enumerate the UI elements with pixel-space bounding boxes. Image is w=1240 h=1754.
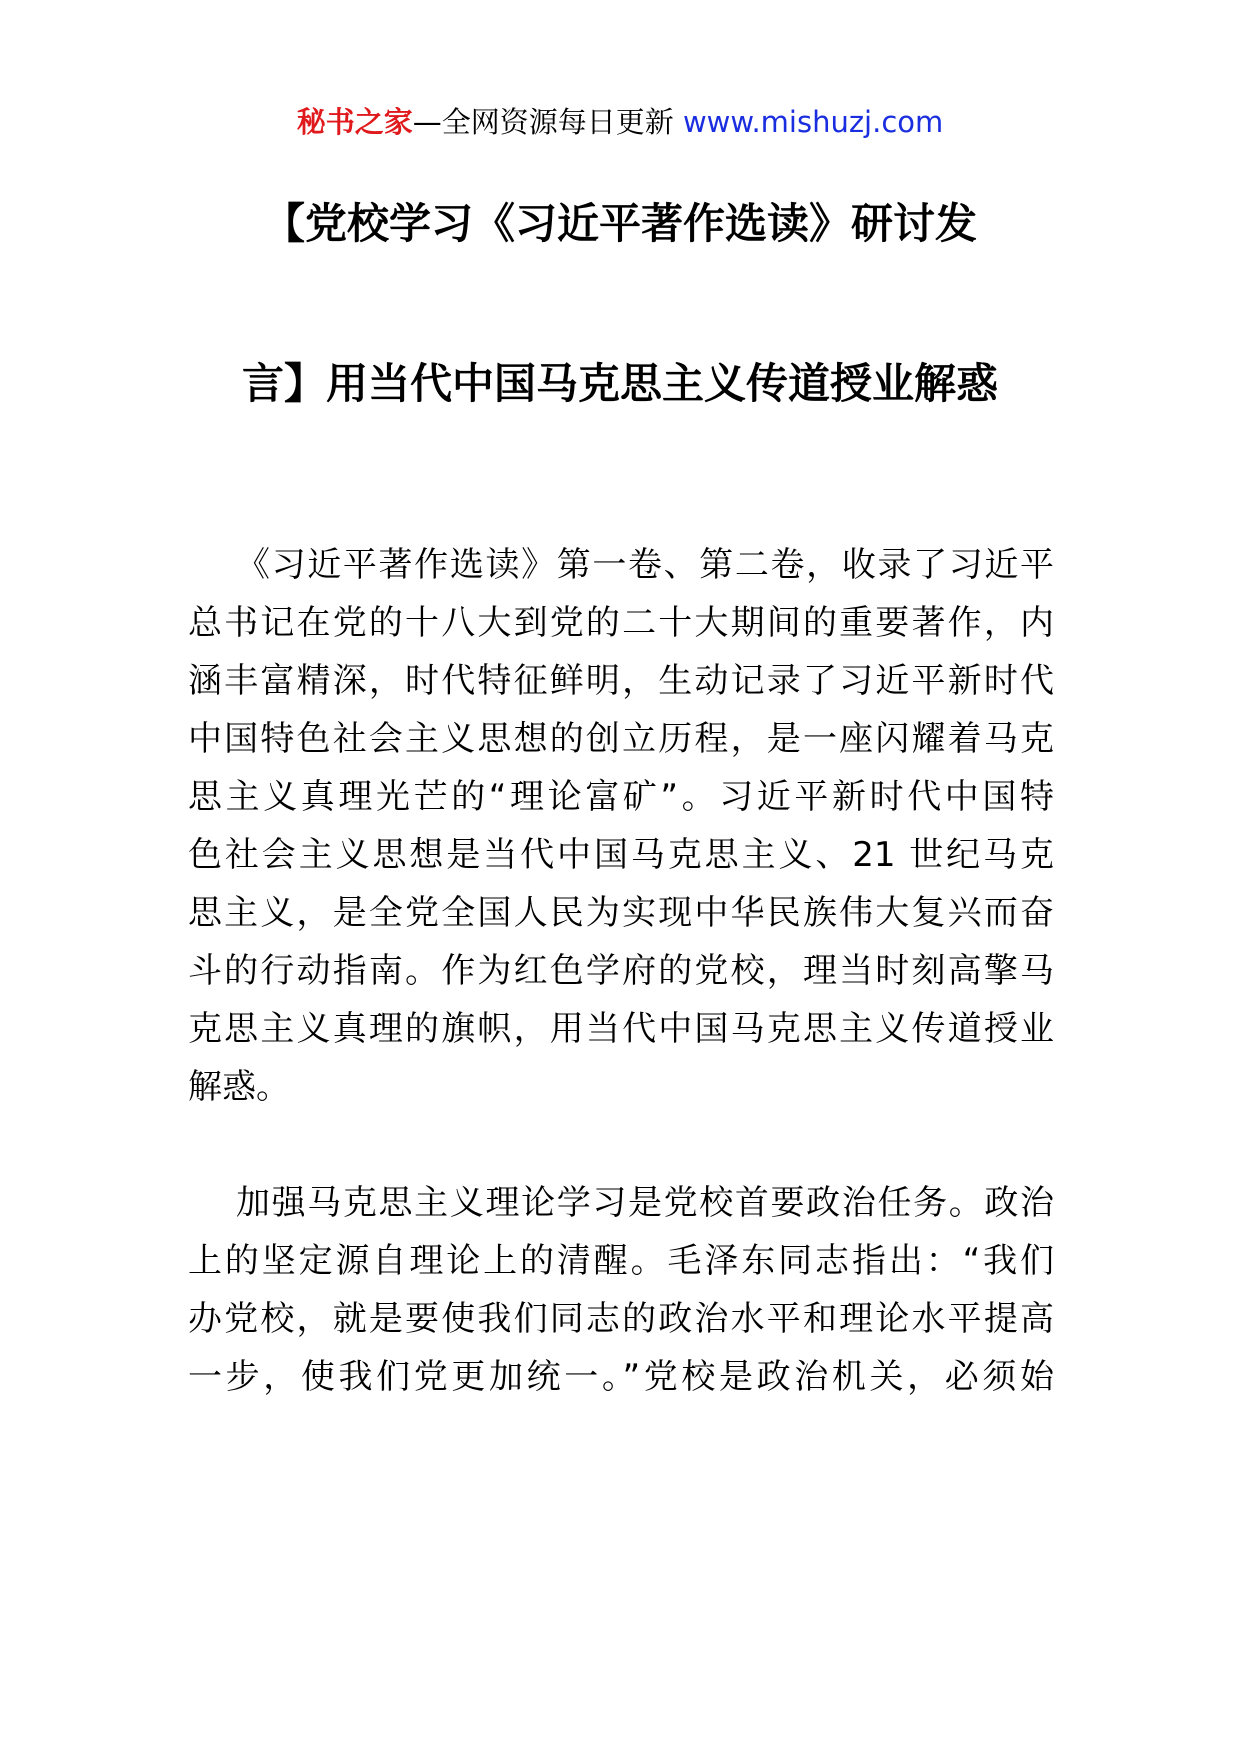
paragraph-line: 《习近平著作选读》第一卷、第二卷，收录了习近平 (236, 545, 1054, 585)
document-title-line-1: 【党校学习《习近平著作选读》研讨发 (262, 199, 977, 248)
site-tagline: —全网资源每日更新 (412, 105, 674, 139)
site-url-link[interactable]: www.mishuzj.com (682, 105, 944, 139)
paragraph-line: 一步，使我们党更加统一。”党校是政治机关，必须始 (188, 1357, 1054, 1397)
paragraph-line: 办党校，就是要使我们同志的政治水平和理论水平提高 (188, 1299, 1054, 1339)
paragraph-line: 斗的行动指南。作为红色学府的党校，理当时刻高擎马 (188, 951, 1054, 991)
paragraph-line: 色社会主义思想是当代中国马克思主义、21 世纪马克 (188, 835, 1054, 875)
paragraph-line: 解惑。 (188, 1067, 290, 1107)
site-header (0, 102, 1240, 142)
document-title-line-2: 言】用当代中国马克思主义传道授业解惑 (241, 359, 998, 408)
site-brand: 秘书之家 (296, 105, 413, 139)
paragraph-line: 总书记在党的十八大到党的二十大期间的重要著作，内 (188, 603, 1054, 643)
paragraph-line: 克思主义真理的旗帜，用当代中国马克思主义传道授业 (188, 1009, 1054, 1049)
paragraph-line: 加强马克思主义理论学习是党校首要政治任务。政治 (236, 1183, 1054, 1223)
paragraph-line: 涵丰富精深，时代特征鲜明，生动记录了习近平新时代 (188, 661, 1054, 701)
paragraph-line: 上的坚定源自理论上的清醒。毛泽东同志指出：“我们 (188, 1241, 1054, 1281)
paragraph-line: 中国特色社会主义思想的创立历程，是一座闪耀着马克 (188, 719, 1054, 759)
paragraph-line: 思主义真理光芒的“理论富矿”。习近平新时代中国特 (188, 777, 1054, 817)
paragraph-line: 思主义，是全党全国人民为实现中华民族伟大复兴而奋 (188, 893, 1054, 933)
